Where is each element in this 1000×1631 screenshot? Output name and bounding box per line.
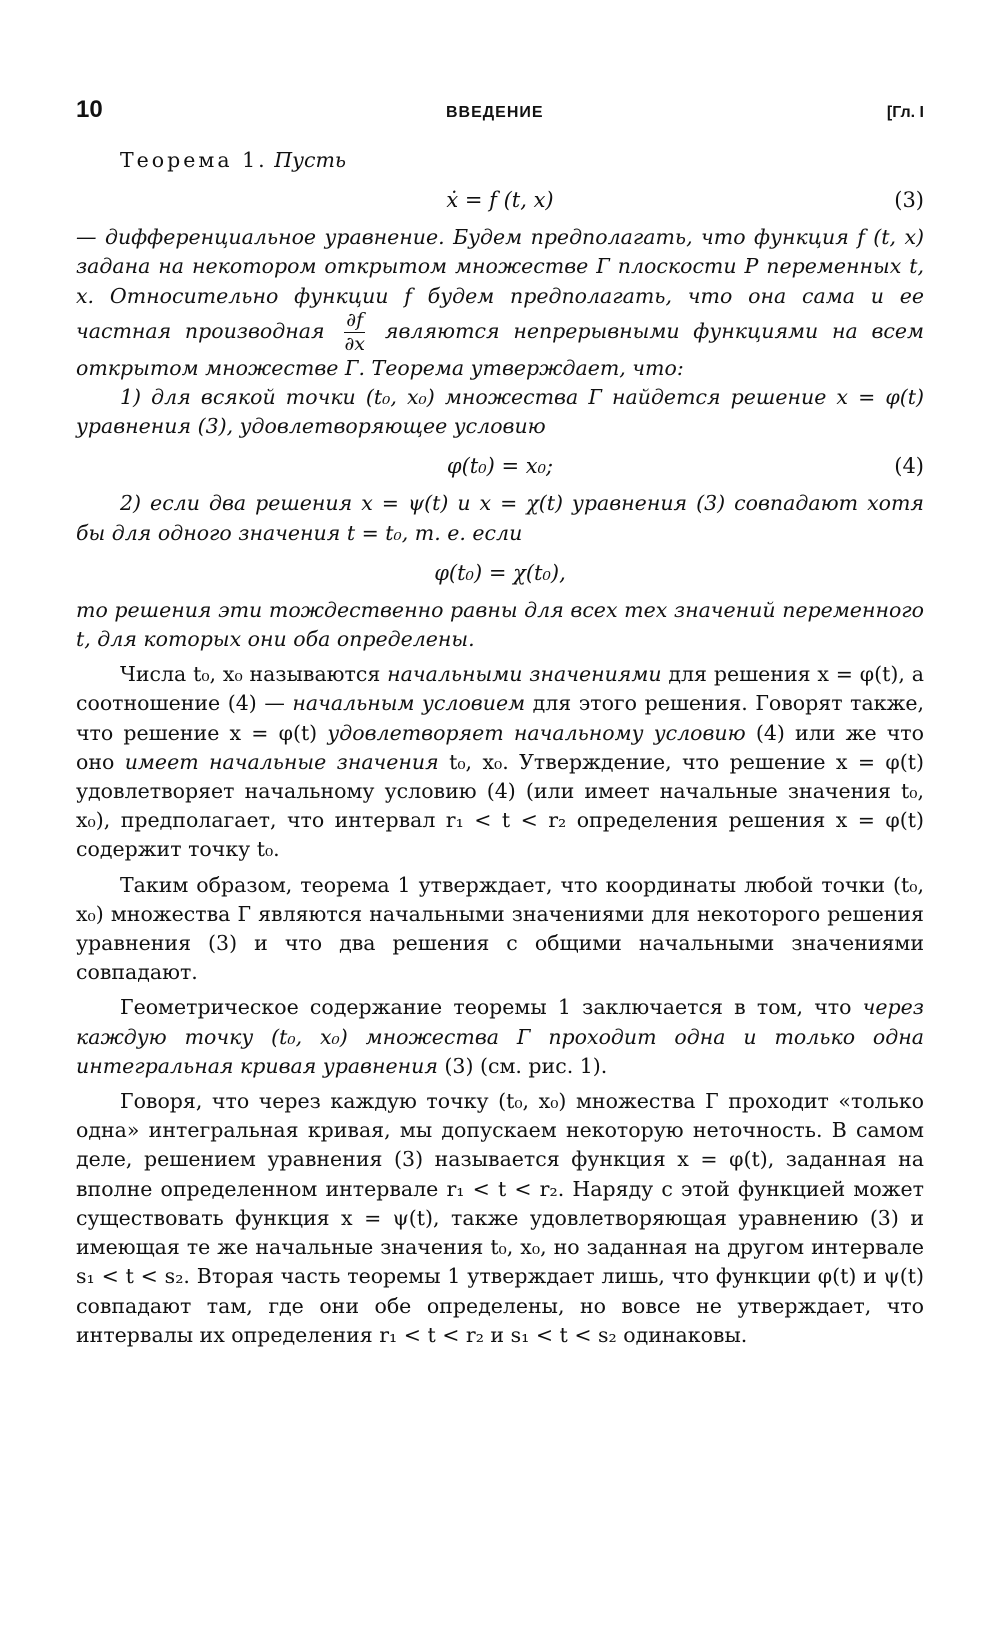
- fraction-denominator: ∂x: [344, 332, 365, 355]
- theorem-heading: [76, 146, 924, 175]
- equation-4: [76, 451, 924, 481]
- term-satisfies-condition: удовлетворяет начальному условию: [327, 720, 746, 745]
- fraction-numerator: ∂f: [346, 308, 364, 331]
- running-title: ВВЕДЕНИЕ: [446, 104, 544, 121]
- theorem-statement-a: — дифференциальное уравнение. Будем предполагать, что функция f (t, x) задана на некотором открытом множестве Г плоскости P переменных t, x. Относительно функции f будем предполагать, что она сама и ее частная производная: [76, 225, 924, 343]
- paragraph-initial-values: [76, 660, 924, 864]
- equation-5: [76, 558, 924, 588]
- theorem-lead: Пусть: [274, 148, 347, 172]
- equation-3: [76, 185, 924, 215]
- partial-derivative-fraction: [344, 308, 365, 355]
- p4-seg-2: (3) (см. рис. 1).: [437, 1053, 608, 1078]
- p2-seg-4: для этого решения. Говорят также, что решение x = φ(t): [76, 691, 924, 745]
- term-initial-values: начальными значениями: [387, 662, 662, 687]
- paragraph-theorem-summary: Таким образом, теорема 1 утверждает, что координаты любой точки (t₀, x₀) множества Г являются начальными значениями для некоторого решения уравнения (3) и что два решения с общими начальными значениями совпадают.: [76, 872, 924, 985]
- p4-emphasis: через каждую точку (t₀, x₀) множества Г проходит одна и только одна интегральная кривая уравнения: [76, 995, 924, 1078]
- page-header: [76, 96, 924, 124]
- theorem-statement: [76, 223, 924, 383]
- page-number: 10: [76, 96, 103, 123]
- theorem-statement-b: являются непрерывными функциями на всем открытом множестве Г. Теорема утверждает, что:: [76, 318, 924, 380]
- paragraph-inexactness: Говоря, что через каждую точку (t₀, x₀) множества Г проходит «только одна» интегральная кривая, мы допускаем некоторую неточность. В самом деле, решением уравнения (3) называется функция x = φ(t), заданная на вполне определенном интервале r₁ < t < r₂. Наряду с этой функцией может существовать функция x = ψ(t), также удовлетворяющая уравнению (3) и имеющая те же начальные значения t₀, x₀, но заданная на другом интервале s₁ < t < s₂. Вторая часть теоремы 1 утверждает лишь, что функции φ(t) и ψ(t) совпадают там, где они обе определены, но вовсе не утверждает, что интервалы их определения r₁ < t < r₂ и s₁ < t < s₂ одинаковы.: [76, 1089, 924, 1347]
- theorem-label: Теорема 1.: [120, 148, 268, 172]
- theorem-item-1: 1) для всякой точки (t₀, x₀) множества Г найдется решение x = φ(t) уравнения (3), удовлетворяющее условию: [76, 385, 924, 439]
- p2-seg-6: (4) или же что оно: [76, 720, 924, 774]
- equation-3-number: (3): [894, 188, 924, 213]
- equation-3-body: ẋ = f (t, x): [446, 188, 554, 213]
- equation-4-body: φ(t₀) = x₀;: [446, 454, 554, 479]
- theorem-conclusion: то решения эти тождественно равны для всех тех значений переменного t, для которых они оба определены.: [76, 597, 924, 652]
- theorem-item-2: 2) если два решения x = ψ(t) и x = χ(t) уравнения (3) совпадают хотя бы для одного значения t = t₀, т. е. если: [76, 491, 924, 545]
- term-has-initial-values: имеет начальные значения: [124, 749, 439, 774]
- equation-4-number: (4): [894, 454, 924, 479]
- equation-5-body: φ(t₀) = χ(t₀),: [434, 560, 566, 585]
- paragraph-geometric-meaning: [76, 993, 924, 1081]
- p2-seg-2: для решения x = φ(t), а соотношение (4) —: [76, 662, 924, 716]
- p2-seg-8: t₀, x₀. Утверждение, что решение x = φ(t) удовлетворяет начальному условию (4) (или имеет начальные значения t₀, x₀), предполагает, что интервал r₁ < t < r₂ определения решения x = φ(t) содержит точку t₀.: [76, 749, 925, 862]
- p4-seg-0: Геометрическое содержание теоремы 1 заключается в том, что: [120, 995, 863, 1020]
- p2-seg-0: Числа t₀, x₀ называются: [120, 662, 388, 687]
- term-initial-condition: начальным условием: [292, 691, 526, 716]
- chapter-marker: [Гл. I: [886, 104, 924, 121]
